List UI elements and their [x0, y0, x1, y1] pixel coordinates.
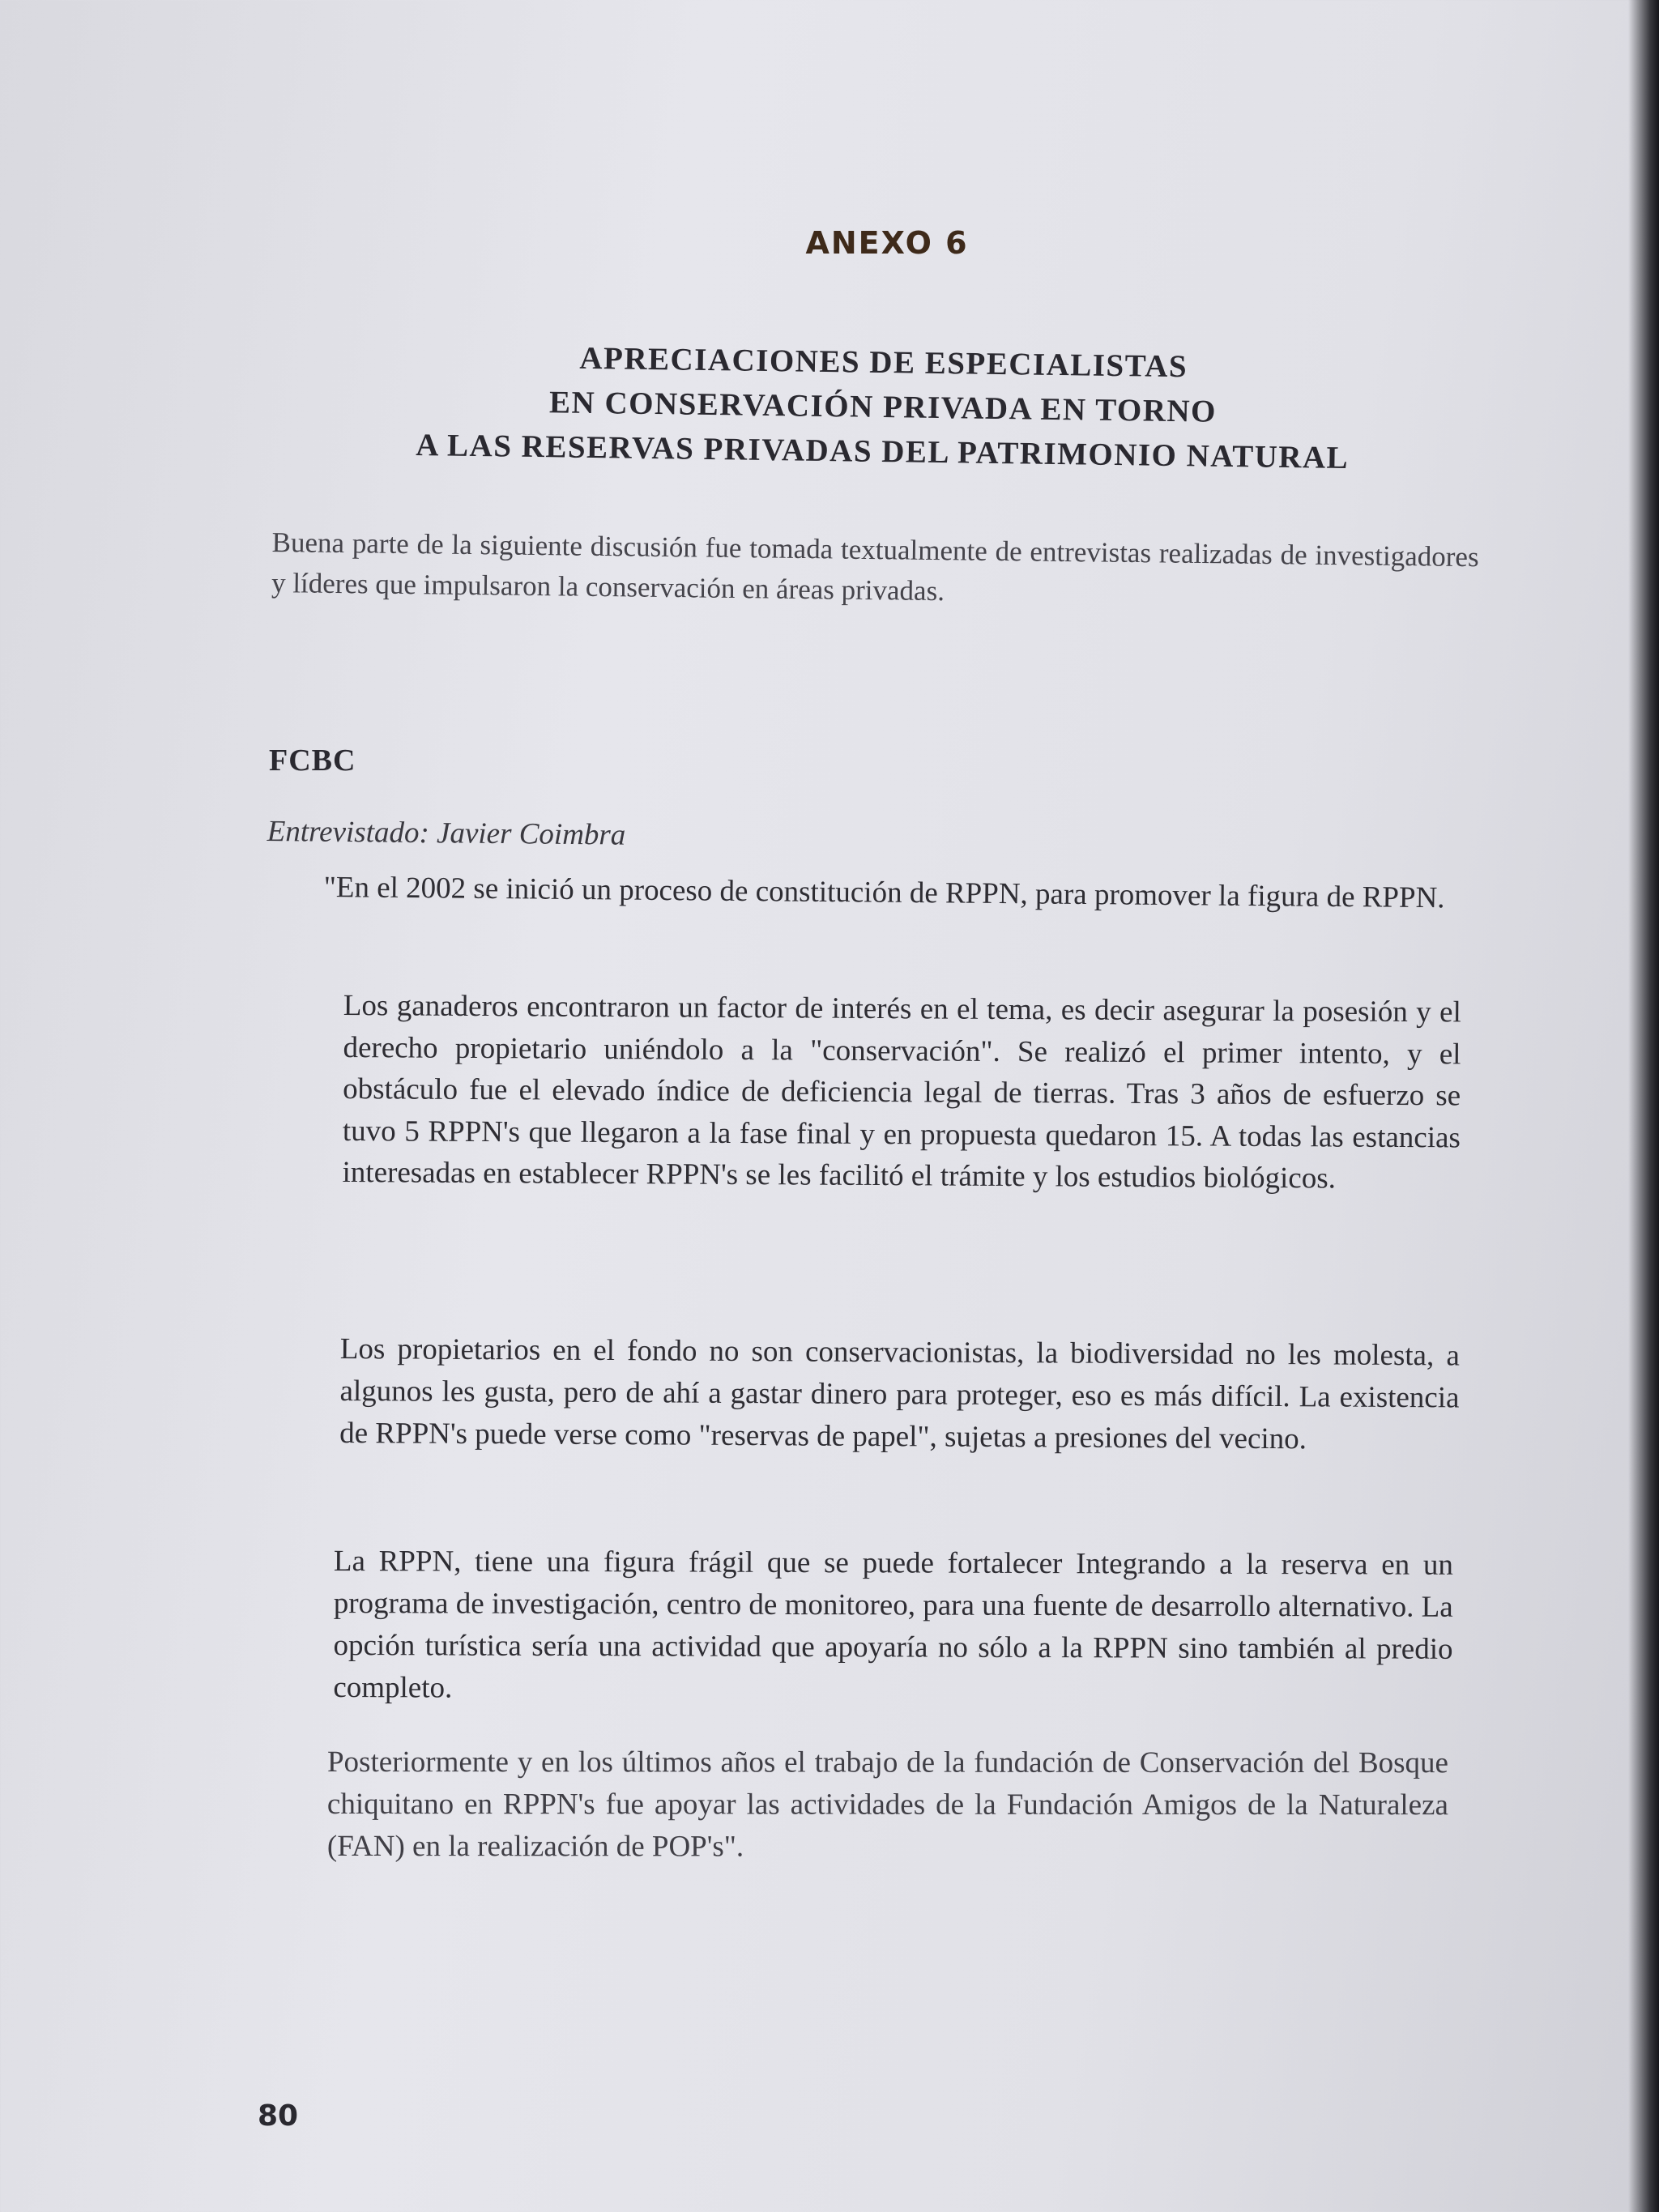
title-line-3: A LAS RESERVAS PRIVADAS DEL PATRIMONIO NATURAL [416, 427, 1350, 476]
page-title [339, 333, 1427, 482]
section-heading: FCBC [269, 744, 356, 778]
quote-paragraph-1: "En el 2002 se inició un proceso de constitución de RPPN, para promover la figura de RPPN. [323, 870, 1445, 915]
page-edge-shadow [1628, 0, 1659, 2212]
interviewee-line: Entrevistado: Javier Coimbra [267, 814, 626, 852]
quote-paragraph-5: Posteriormente y en los últimos años el trabajo de la fundación de Conservación del Bosque chiquitano en RPPN's fue apoyar las actividades de la Fundación Amigos de la Naturaleza (FAN) en la realización de POP's". [326, 1745, 1448, 1864]
quote-paragraph-4: La RPPN, tiene una figura frágil que se puede fortalecer Integrando a la reserva en un programa de investigación, centro de monitoreo, para una fuente de desarrollo alternativo. La opción turística sería una actividad que apoyaría no sólo a la RPPN sino también al predio completo. [333, 1545, 1453, 1705]
quote-paragraph-2: Los ganaderos encontraron un factor de interés en el tema, es decir asegurar la posesión y el derecho propietario uniéndolo a la "conservación". Se realizó el primer intento, y el obstáculo fue el elevado índice de deficiencia legal de tierras. Tras 3 años de esfuerzo se tuvo 5 RPPN's que llegaron a la fase final y en propuesta quedaron 15. A todas las estancias interesadas en establecer RPPN's se les facilitó el trámite y los estudios biológicos. [342, 988, 1461, 1196]
intro-paragraph: Buena parte de la siguiente discusión fue tomada textualmente de entrevistas realizadas de investigadores y líderes que impulsaron la conservación en áreas privadas. [271, 526, 1479, 607]
title-line-1: APRECIACIONES DE ESPECIALISTAS [579, 340, 1188, 385]
quote-paragraph-3: Los propietarios en el fondo no son conservacionistas, la biodiversidad no les molesta, a algunos les gusta, pero de ahí a gastar dinero para proteger, eso es más difícil. La existencia de RPPN's puede verse como "reservas de papel", sujetas a presiones del vecino. [339, 1332, 1460, 1456]
page-number: 80 [258, 2099, 299, 2133]
annex-heading: ANEXO 6 [805, 225, 969, 261]
title-line-2: EN CONSERVACIÓN PRIVADA EN TORNO [548, 385, 1218, 429]
